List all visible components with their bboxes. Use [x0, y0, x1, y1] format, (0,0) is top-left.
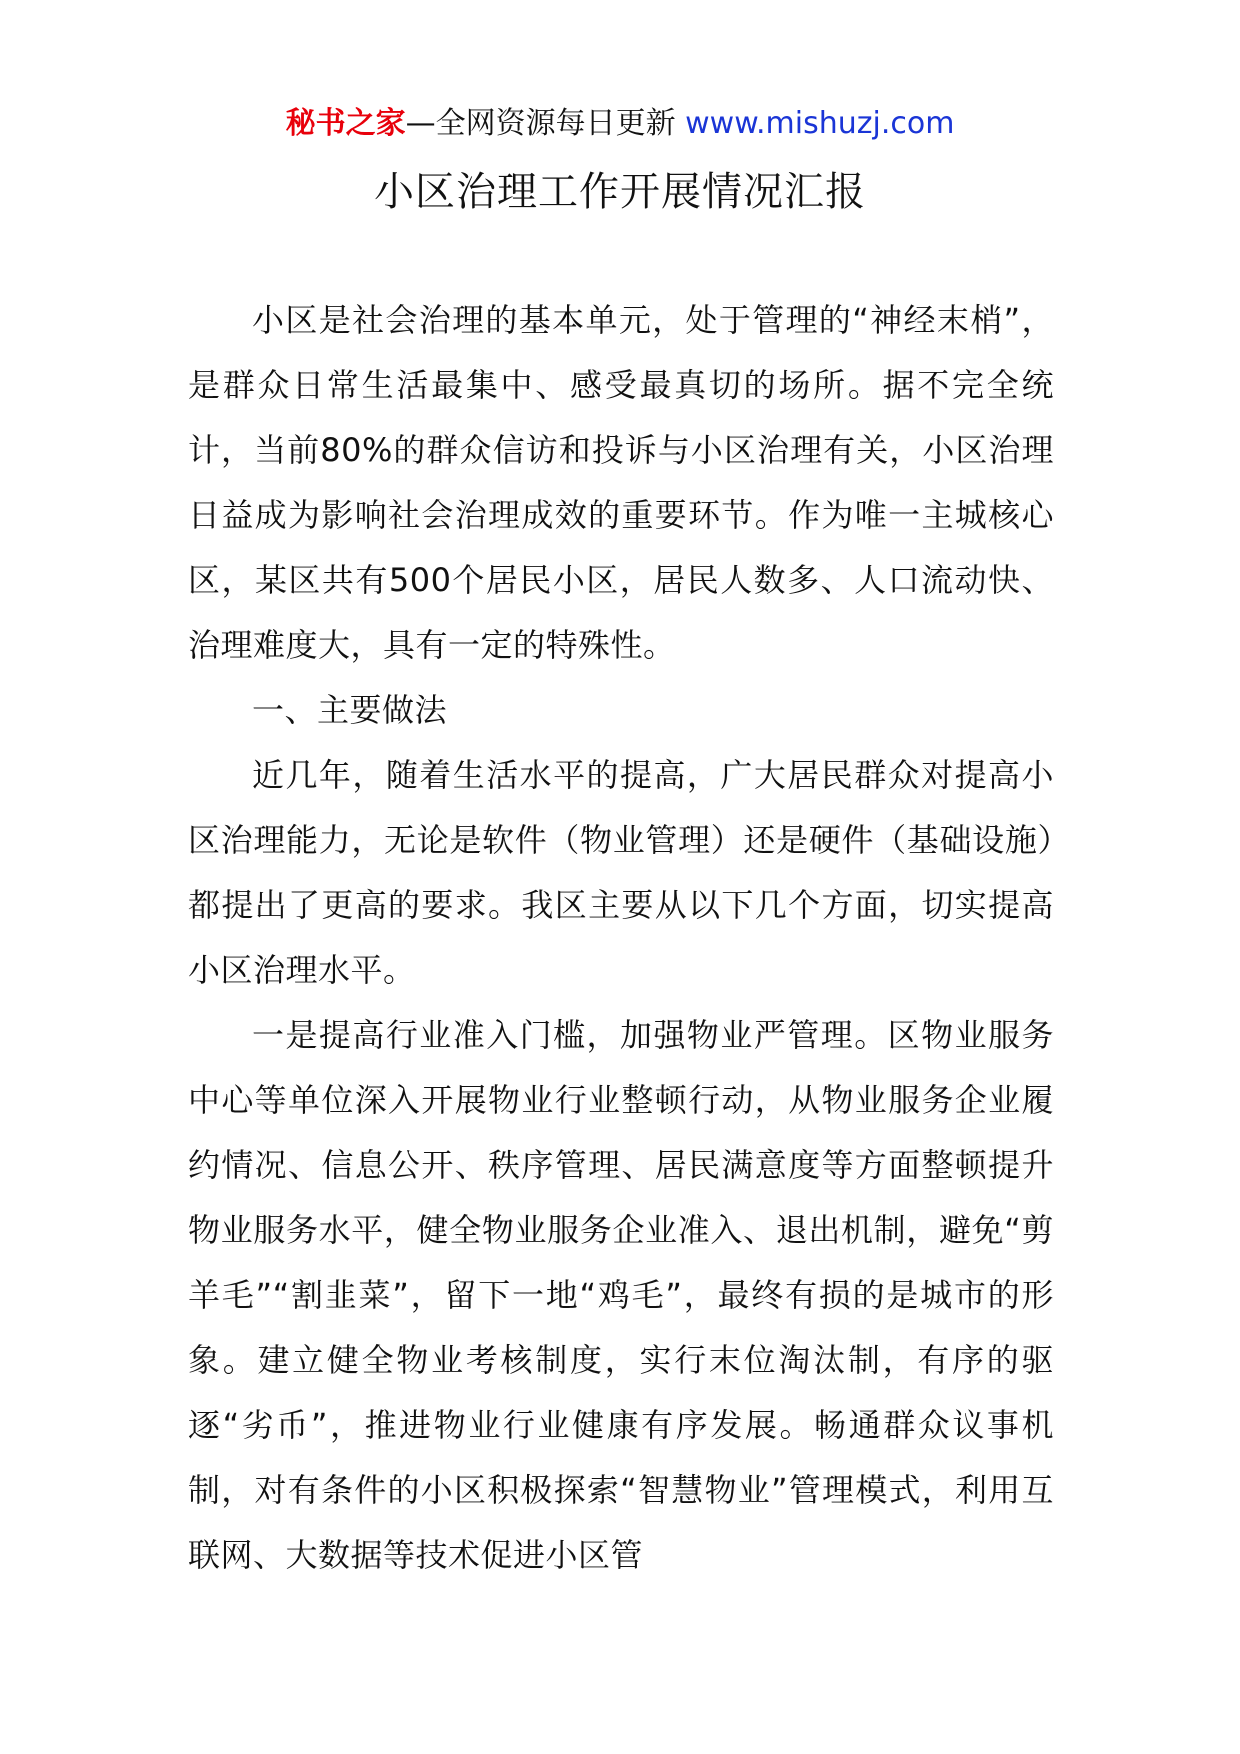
- document-title: 小区治理工作开展情况汇报: [374, 169, 866, 215]
- site-tagline: —全网资源每日更新: [405, 106, 676, 141]
- paragraph-intro: 小区是社会治理的基本单元，处于管理的“神经末梢”，是群众日常生活最集中、感受最真切的场所。据不完全统计，当前80%的群众信访和投诉与小区治理有关，小区治理日益成为影响社会治理成效的重要环节。作为唯一主城核心区，某区共有500个居民小区，居民人数多、人口流动快、治理难度大，具有一定的特殊性。: [188, 301, 1054, 664]
- site-url-link[interactable]: www.mishuzj.com: [685, 106, 955, 141]
- brand-name: 秘书之家: [285, 106, 406, 141]
- paragraph-property-management: 一是提高行业准入门槛，加强物业严管理。区物业服务中心等单位深入开展物业行业整顿行动，从物业服务企业履约情况、信息公开、秩序管理、居民满意度等方面整顿提升物业服务水平，健全物业服务企业准入、退出机制，避免“剪羊毛”“割韭菜”，留下一地“鸡毛”，最终有损的是城市的形象。建立健全物业考核制度，实行末位淘汰制，有序的驱逐“劣币”，推进物业行业健康有序发展。畅通群众议事机制，对有条件的小区积极探索“智慧物业”管理模式，利用互联网、大数据等技术促进小区管: [188, 1016, 1054, 1574]
- paragraph-overview: 近几年，随着生活水平的提高，广大居民群众对提高小区治理能力，无论是软件（物业管理）还是硬件（基础设施）都提出了更高的要求。我区主要从以下几个方面，切实提高小区治理水平。: [188, 756, 1054, 989]
- site-header: [0, 104, 1240, 144]
- document-body: [188, 288, 1054, 1588]
- section-heading-main-practices: 一、主要做法: [252, 691, 448, 729]
